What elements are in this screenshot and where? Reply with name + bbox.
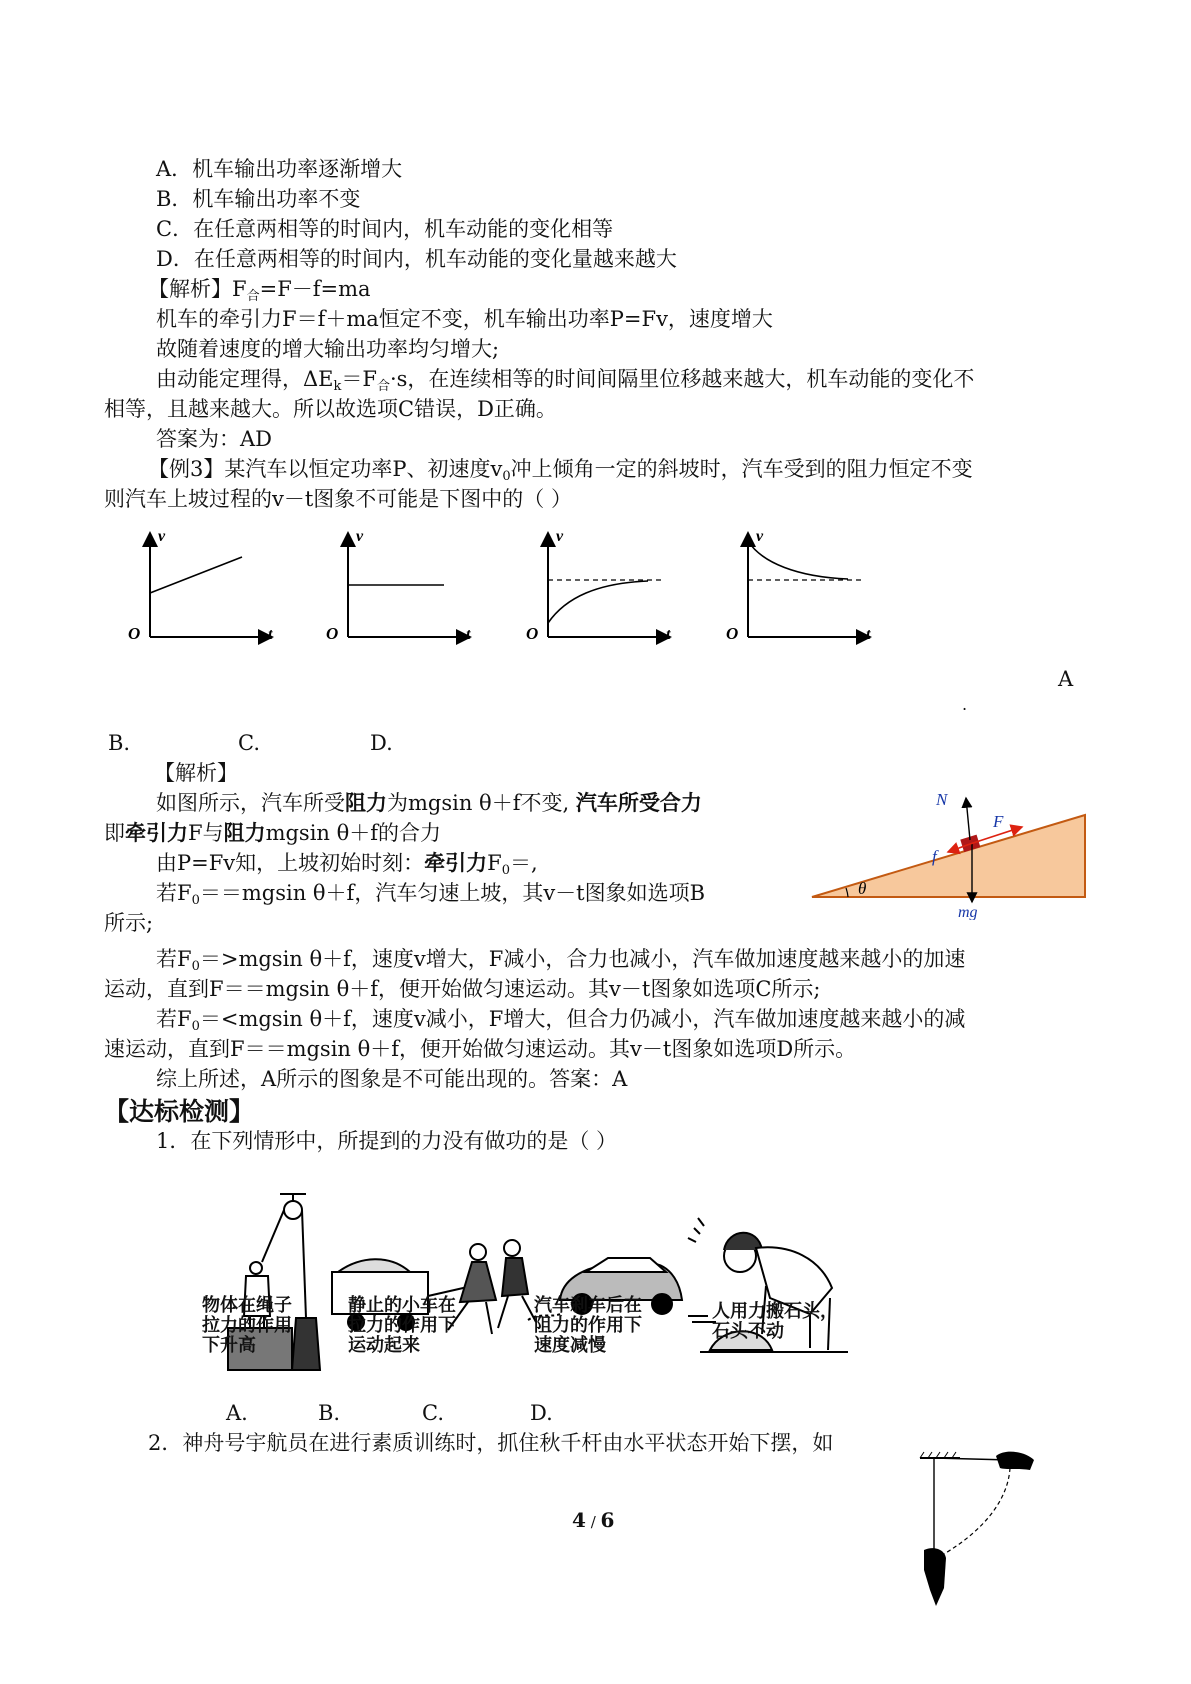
graph-option-a: A [1058,667,1074,691]
astronaut-bottom [924,1548,946,1606]
svg-text:t: t [866,626,871,643]
q1-option-a: A. [226,1401,248,1425]
page-number: 4 / 6 [572,1508,615,1532]
svg-text:t: t [268,626,273,643]
svg-text:N: N [936,790,948,809]
graph-4-curve [748,541,848,579]
graph-option-d: D. [370,731,393,755]
analysis2-label: 【解析】 [154,761,238,785]
option-d: D．在任意两相等的时间内，机车动能的变化量越来越大 [156,247,677,271]
astronaut-top [996,1452,1034,1470]
caption-3: 汽车刹车后在 阻力的作用下 速度减慢 [534,1295,642,1356]
incline-wedge [812,815,1085,897]
vt-graphs-figure [120,525,1010,685]
analysis2-p3: 由P=Fv知，上坡初始时刻：牵引力$F_0=$, [156,851,538,878]
svg-text:mg: mg [958,904,978,920]
graph-4 [726,528,871,643]
analysis1-line3: 故随着速度的增大输出功率均匀增大; [156,337,500,361]
svg-text:F: F [993,812,1004,831]
svg-text:v: v [356,528,364,545]
analysis2-p4: 若$F_0==mgsin$ θ＋f，汽车匀速上坡，其v－t图象如选项B [156,881,706,908]
analysis2-p1: 如图所示，汽车所受阻力为mgsin θ＋f不变, 汽车所受合力 [156,791,702,815]
caption-4: 人用力搬石头， 石头不动 [712,1301,838,1342]
svg-text:O: O [526,624,539,643]
graph-1-line [150,557,242,593]
graph-option-c: C. [238,731,260,755]
analysis1-line5: 相等，且越来越大。所以故选项C错误，D正确。 [104,397,557,421]
analysis2-p8: 若$F_0=<mgsin$ θ＋f，速度v减小，F增大，但合力仍减小，汽车做加速度越来越小的减 [156,1007,966,1034]
analysis2-p7: 运动，直到F＝＝mgsin θ＋f，便开始做匀速运动。其v－t图象如选项C所示; [104,977,821,1001]
svg-text:v: v [556,528,564,545]
graph-1 [128,528,273,643]
example3-line1: 【例3】某汽车以恒定功率P、初速度$v_0$冲上倾角一定的斜坡时，汽车受到的阻力恒定不变 [148,457,973,484]
q1-option-c: C. [422,1401,444,1425]
option-b: B．机车输出功率不变 [156,187,361,211]
analysis2-p9: 速运动，直到F＝＝mgsin θ＋f，便开始做匀速运动。其v－t图象如选项D所示。 [104,1037,857,1061]
graph-2 [326,528,471,643]
analysis1-line4: 由动能定理得，$\Delta E_k=F_合\cdot s$，在连续相等的时间间隔里位移越来越大，机车动能的变化不 [156,367,975,394]
svg-text:O: O [326,624,339,643]
example3-line2: 则汽车上坡过程的v－t图象不可能是下图中的（ ） [104,487,572,511]
caption-2: 静止的小车在 拉力的作用下 运动起来 [348,1295,456,1356]
q1-option-b: B. [318,1401,341,1425]
q1-option-d: D. [530,1401,553,1425]
question-2-text: 2．神舟号宇航员在进行素质训练时，抓住秋千杆由水平状态开始下摆，如 [148,1431,834,1455]
analysis1-line2: 机车的牵引力F＝f＋ma恒定不变，机车输出功率P=Fv，速度增大 [156,307,773,331]
analysis2-p10: 综上所述，A所示的图象是不可能出现的。答案：A [156,1067,628,1091]
option-a: A．机车输出功率逐渐增大 [156,157,403,181]
svg-text:f: f [932,847,937,866]
question-1-text: 1．在下列情形中，所提到的力没有做功的是（ ） [156,1129,618,1153]
section-heading: 【达标检测】 [104,1097,255,1126]
analysis2-p2: 即牵引力F与阻力mgsin θ＋f的合力 [104,821,442,845]
graph-option-b: B. [108,731,131,755]
analysis2-p6: 若$F_0=>mgsin$ θ＋f，速度v增大，F减小，合力也减小，汽车做加速度越来越小的加速 [156,947,966,974]
graph-3 [526,528,671,643]
analysis1-answer: 答案为：AD [156,427,273,451]
svg-text:O: O [128,624,141,643]
graph-3-curve [548,581,648,623]
analysis2-p5: 所示; [104,911,154,935]
incline-figure [800,790,1095,920]
svg-text:θ: θ [858,879,867,898]
analysis-label: 【解析】 [148,277,232,301]
swing-figure [914,1450,1054,1620]
svg-text:t: t [666,626,671,643]
svg-text:v: v [756,528,764,545]
svg-text:t: t [466,626,471,643]
normal-force-arrow [966,798,970,840]
swing-path [944,1468,1010,1554]
caption-1: 物体在绳子 拉力的作用 下升高 [202,1295,292,1356]
svg-text:O: O [726,624,739,643]
svg-text:v: v [158,528,166,545]
option-c: C．在任意两相等的时间内，机车动能的变化相等 [156,217,614,241]
dot-mark: . [962,695,968,714]
analysis1-line1: 【解析】$F_合=F-f=ma$ [148,277,371,304]
